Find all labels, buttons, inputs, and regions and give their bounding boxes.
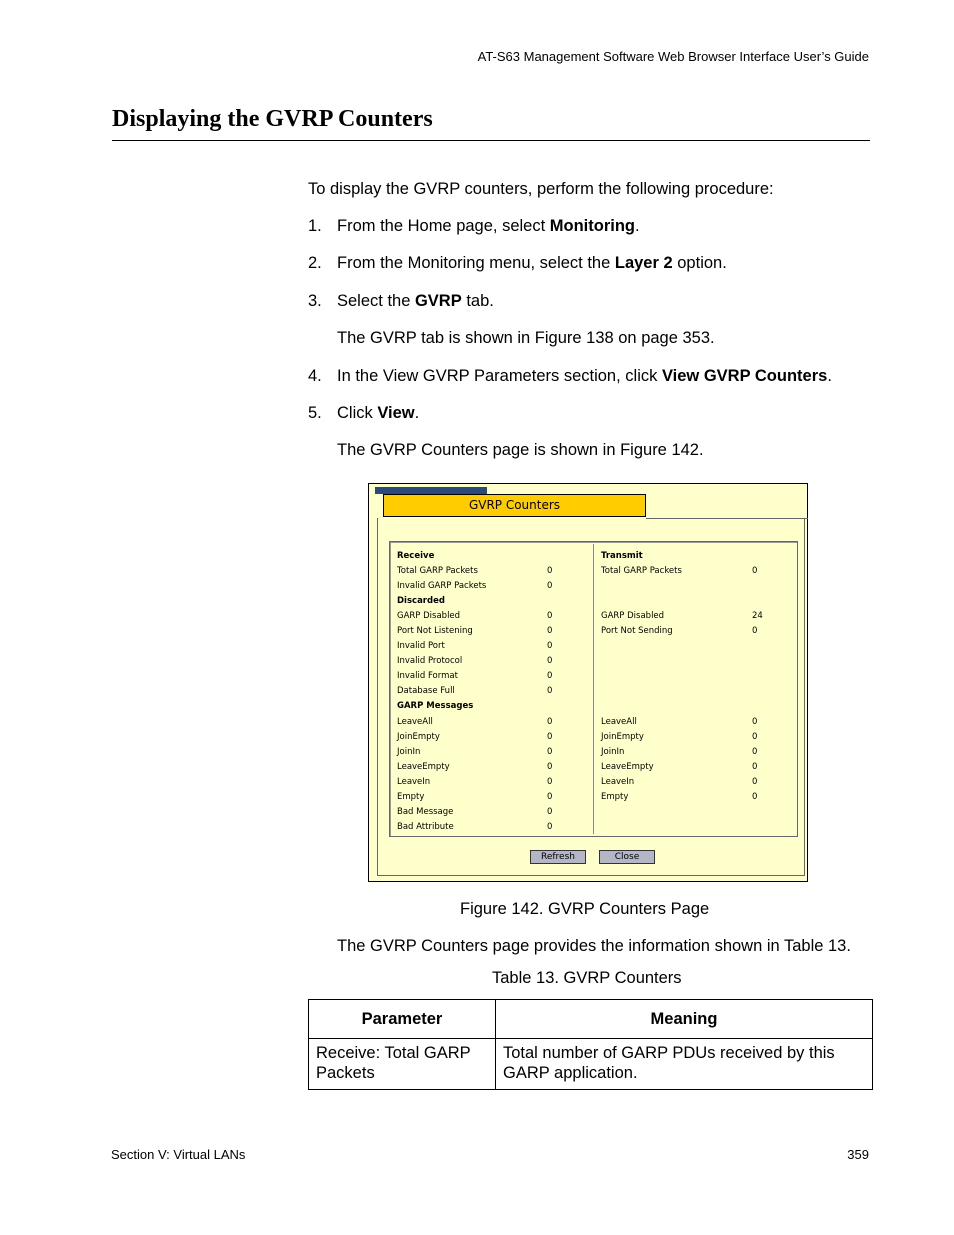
table-header-row — [309, 1000, 873, 1039]
counter-value: 0 — [752, 761, 758, 772]
counter-value: 0 — [547, 776, 553, 787]
table-caption: Table 13. GVRP Counters — [492, 969, 682, 987]
counter-value: 24 — [752, 611, 763, 622]
table-cell: Receive: Total GARP Packets — [309, 1039, 496, 1090]
counter-label: Port Not Listening — [397, 626, 473, 637]
counter-value: 0 — [547, 626, 553, 637]
section-title: Displaying the GVRP Counters — [112, 106, 433, 132]
counter-label: LeaveIn — [397, 776, 431, 787]
after-figure-text: The GVRP Counters page provides the information shown in Table 13. — [337, 937, 851, 955]
counter-value: 0 — [752, 791, 758, 802]
counter-value: 0 — [547, 686, 553, 697]
step-number: 2. — [308, 254, 322, 272]
title-bar — [375, 487, 487, 494]
counter-value: 0 — [752, 716, 758, 727]
step-number: 3. — [308, 292, 322, 310]
close-button[interactable]: Close — [599, 850, 655, 864]
counter-label: GARP Disabled — [601, 611, 665, 622]
title-rule — [112, 140, 870, 141]
gvrp-counters-screenshot — [368, 483, 808, 882]
step-number: 1. — [308, 217, 322, 235]
counter-label: Invalid Protocol — [397, 656, 463, 667]
counter-value: 0 — [752, 731, 758, 742]
counter-group-heading: GARP Messages — [397, 701, 474, 712]
page-number: 359 — [847, 1147, 869, 1162]
step-text: Select the GVRP tab. — [337, 292, 494, 310]
counter-value: 0 — [547, 821, 553, 832]
counter-value: 0 — [547, 671, 553, 682]
counter-label: JoinIn — [397, 746, 421, 757]
counter-label: Empty — [397, 791, 425, 802]
footer-section: Section V: Virtual LANs — [111, 1147, 246, 1162]
step-text: From the Monitoring menu, select the Layer 2 option. — [337, 254, 727, 272]
counter-value: 0 — [547, 716, 553, 727]
counter-label: Bad Attribute — [397, 821, 454, 832]
counter-value: 0 — [547, 731, 553, 742]
counter-value: 0 — [547, 746, 553, 757]
table-header: Meaning — [496, 1000, 873, 1039]
counter-label: Invalid GARP Packets — [397, 581, 487, 592]
intro-text: To display the GVRP counters, perform the following procedure: — [308, 180, 774, 198]
counter-label: LeaveAll — [397, 716, 433, 727]
table-cell: Total number of GARP PDUs received by this GARP application. — [496, 1039, 873, 1090]
counter-value: 0 — [547, 581, 553, 592]
gvrp-counters-table — [308, 999, 873, 1090]
counter-label: LeaveAll — [601, 716, 637, 727]
transmit-heading: Transmit — [601, 551, 643, 561]
receive-heading: Receive — [397, 551, 435, 561]
counter-label: Invalid Port — [397, 641, 445, 652]
step-text: Click View. — [337, 404, 420, 422]
counter-value: 0 — [547, 761, 553, 772]
table-row — [309, 1039, 873, 1090]
counter-value: 0 — [547, 641, 553, 652]
counter-label: LeaveEmpty — [601, 761, 654, 772]
counter-label: Empty — [601, 791, 629, 802]
counter-label: JoinEmpty — [397, 731, 440, 742]
counter-value: 0 — [547, 656, 553, 667]
refresh-button[interactable]: Refresh — [530, 850, 586, 864]
counter-value: 0 — [752, 566, 758, 576]
counter-label: JoinIn — [601, 746, 625, 757]
counter-label: Total GARP Packets — [601, 566, 682, 576]
counter-label: Bad Message — [397, 806, 454, 817]
step-text: In the View GVRP Parameters section, click View GVRP Counters. — [337, 367, 832, 385]
step-number: 5. — [308, 404, 322, 422]
step-note: The GVRP Counters page is shown in Figure 142. — [337, 441, 704, 459]
counter-value: 0 — [752, 776, 758, 787]
counter-label: GARP Disabled — [397, 611, 461, 622]
column-divider — [593, 544, 594, 834]
step-number: 4. — [308, 367, 322, 385]
figure-caption: Figure 142. GVRP Counters Page — [460, 900, 710, 918]
counter-label: Database Full — [397, 686, 455, 697]
counter-group-heading: Discarded — [397, 596, 445, 607]
counter-value: 0 — [547, 791, 553, 802]
counter-label: Invalid Format — [397, 671, 458, 682]
tab-gvrp-counters[interactable]: GVRP Counters — [383, 494, 646, 517]
counter-value: 0 — [547, 806, 553, 817]
step-note: The GVRP tab is shown in Figure 138 on page 353. — [337, 329, 715, 347]
counter-value: 0 — [752, 746, 758, 757]
counter-value: 0 — [547, 611, 553, 622]
counter-label: LeaveIn — [601, 776, 635, 787]
counter-value: 0 — [547, 566, 553, 576]
counter-value: 0 — [752, 626, 758, 637]
counter-label: JoinEmpty — [601, 731, 644, 742]
counter-label: LeaveEmpty — [397, 761, 450, 772]
running-header: AT-S63 Management Software Web Browser Interface User’s Guide — [477, 49, 869, 64]
table-header: Parameter — [309, 1000, 496, 1039]
step-text: From the Home page, select Monitoring. — [337, 217, 640, 235]
counter-label: Total GARP Packets — [397, 566, 478, 576]
counter-label: Port Not Sending — [601, 626, 673, 637]
